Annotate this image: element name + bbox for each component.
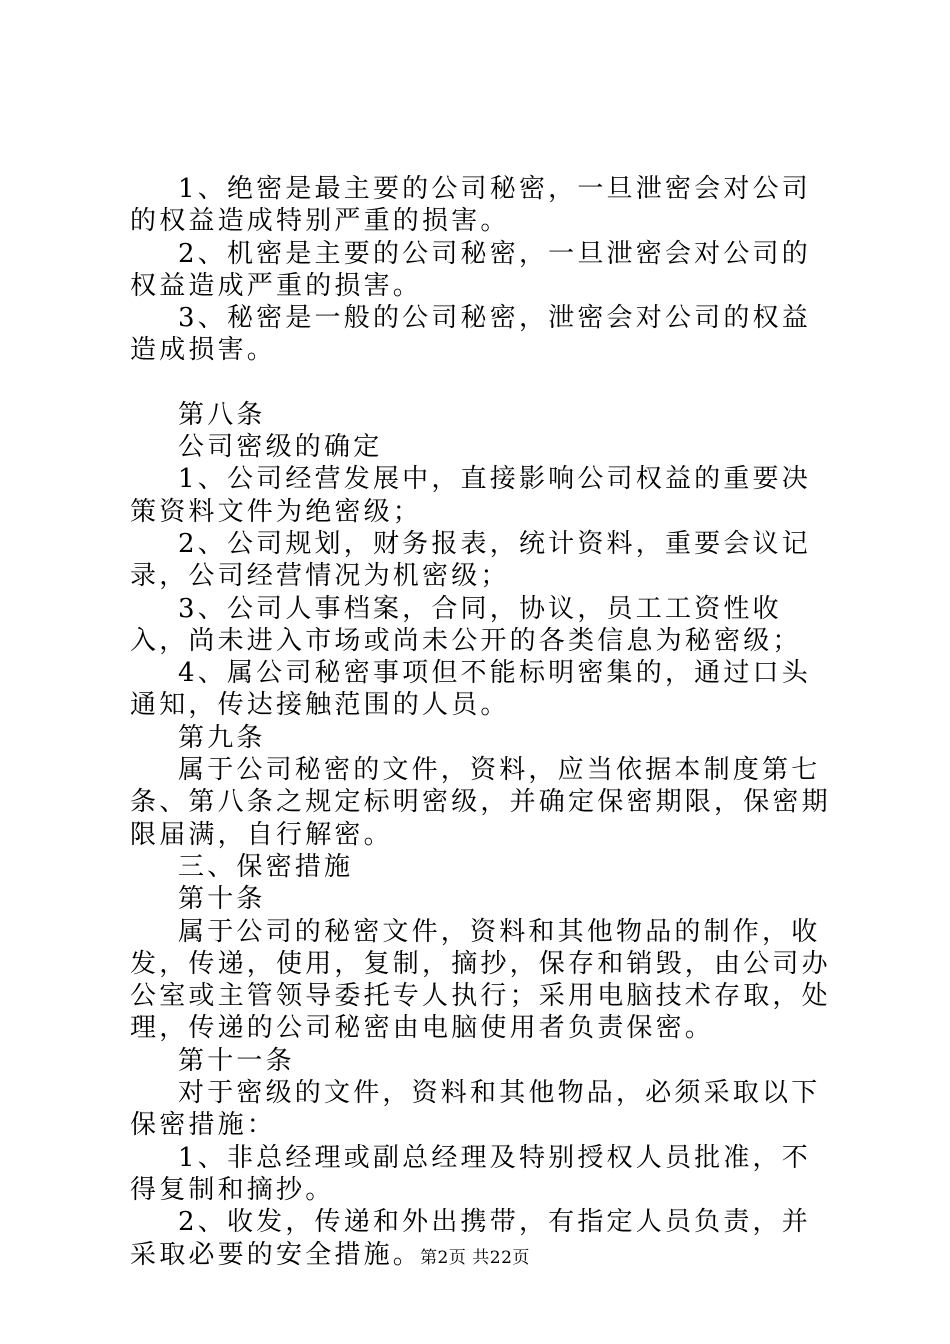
paragraph-spacer — [130, 367, 835, 399]
article-9-heading: 第九条 — [178, 722, 266, 753]
article-9-text: 属于公司秘密的文件，资料，应当依据本制度第七条、第八条之规定标明密级，并确定保密期限，保密期限届满，自行解密。 — [130, 755, 831, 850]
article-8-item-2: 2、公司规划，财务报表，统计资料，重要会议记录，公司经营情况为机密级； — [130, 528, 811, 592]
document-body — [130, 173, 835, 1271]
article-11-item-1: 1、非总经理或副总经理及特别授权人员批准，不得复制和摘抄。 — [130, 1142, 811, 1205]
article-10-text: 属于公司的秘密文件，资料和其他物品的制作，收发，传递，使用，复制，摘抄，保存和销毁，由公司办公室或主管领导委托专人执行；采用电脑技术存取，处理，传递的公司秘密由电脑使用者负责保密。 — [130, 916, 831, 1044]
page-number-footer: 第2页 共22页 — [420, 1248, 530, 1268]
article-8-title: 公司密级的确定 — [178, 432, 383, 463]
article-8-item-4: 4、属公司秘密事项但不能标明密集的，通过口头通知，传达接触范围的人员。 — [130, 658, 811, 721]
article-11-text: 对于密级的文件，资料和其他物品，必须采取以下保密措施： — [130, 1078, 821, 1141]
paragraph-confidential-definition: 2、机密是主要的公司秘密，一旦泄密会对公司的权益造成严重的损害。 — [130, 238, 811, 301]
article-8-item-1: 1、公司经营发展中，直接影响公司权益的重要决策资料文件为绝密级； — [130, 464, 811, 527]
article-11-heading: 第十一条 — [178, 1045, 295, 1076]
section-3-heading: 三、保密措施 — [178, 851, 354, 882]
article-8-item-3: 3、公司人事档案，合同，协议，员工工资性收入，尚未进入市场或尚未公开的各类信息为秘密级； — [130, 593, 802, 656]
paragraph-secret-definition: 3、秘密是一般的公司秘密，泄密会对公司的权益造成损害。 — [130, 303, 811, 366]
article-11-item-2: 2、收发，传递和外出携带，有指定人员负责，并采取必要的安全措施。 — [130, 1207, 811, 1270]
article-8-heading: 第八条 — [178, 399, 266, 430]
paragraph-top-secret-definition: 1、绝密是最主要的公司秘密，一旦泄密会对公司的权益造成特别严重的损害。 — [130, 174, 811, 237]
article-10-heading: 第十条 — [178, 884, 266, 915]
